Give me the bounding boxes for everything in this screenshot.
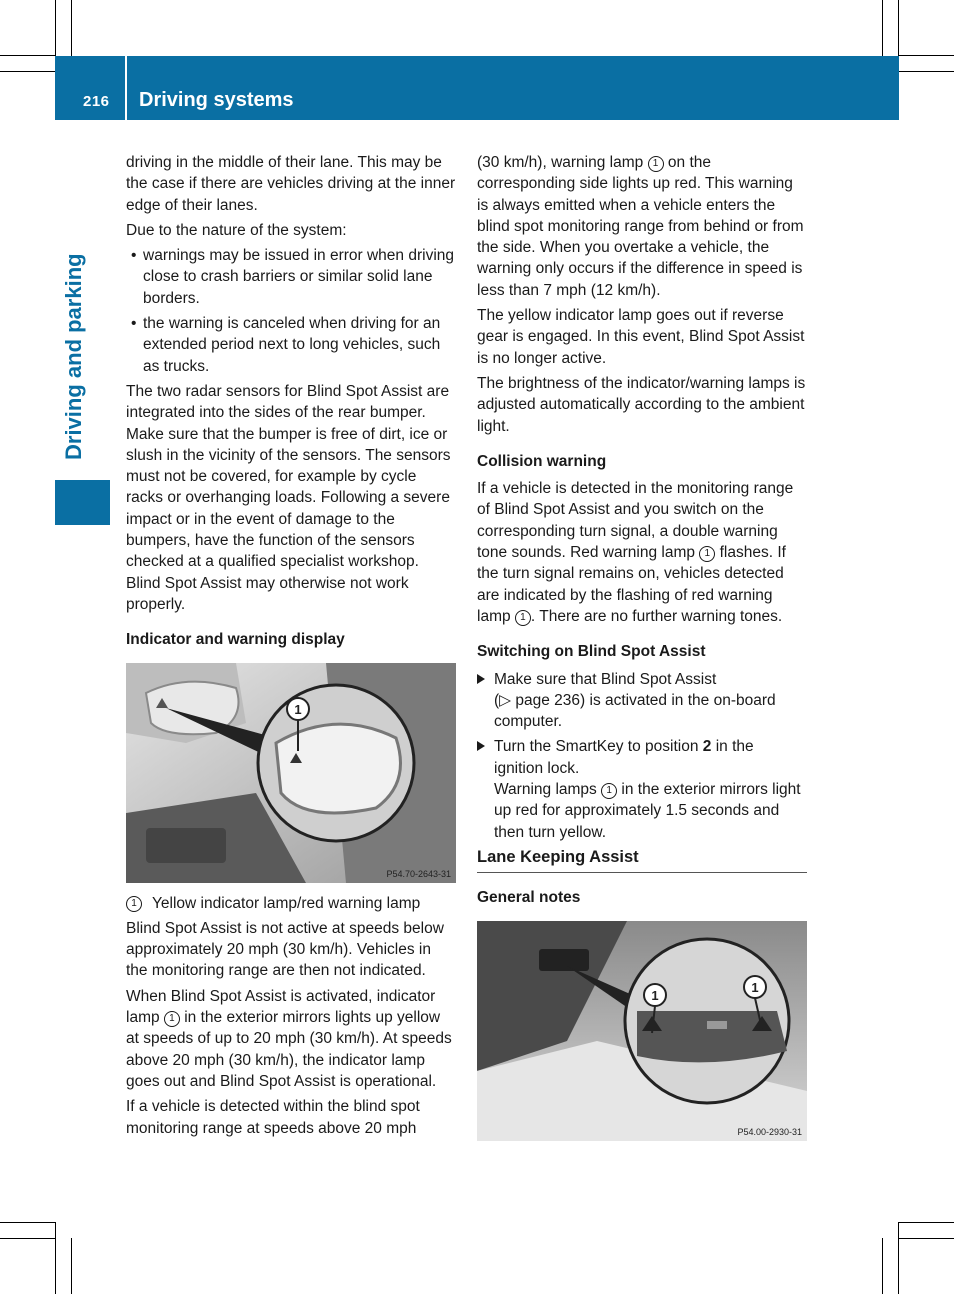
figure-caption	[126, 893, 456, 914]
paragraph: The brightness of the indicator/warning lamps is adjusted automatically according to the ambient light.	[477, 374, 806, 435]
subheading: Switching on Blind Spot Assist	[477, 643, 706, 661]
subheading: General notes	[477, 889, 581, 907]
figure-callout: 1	[294, 701, 302, 717]
figure-code: P54.70-2643-31	[386, 868, 451, 879]
side-tab-label: Driving and parking	[61, 253, 86, 460]
callout-number: 1	[699, 546, 715, 562]
figure-callout: 1	[751, 979, 759, 995]
crop-mark	[55, 1222, 56, 1294]
crop-mark	[71, 0, 72, 56]
page-number: 216	[83, 93, 110, 110]
page-header	[55, 56, 899, 120]
figure-code: P54.00-2930-31	[737, 1126, 802, 1137]
crop-mark	[899, 71, 954, 72]
list-item: • warnings may be issued in error when driving close to crash barriers or similar solid lane borders.	[131, 247, 455, 307]
crop-mark	[882, 0, 883, 56]
crop-mark	[0, 1222, 55, 1223]
callout-number: 1	[164, 1011, 180, 1027]
right-column	[477, 152, 807, 1151]
crop-mark	[898, 1222, 899, 1294]
paragraph: (30 km/h), warning lamp 1 on the corresponding side lights up red. This warning is always emitted when a vehicle enters the blind spot monitoring range from behind or from the side. When you overtake a vehicle, the warning only occurs if the difference in speed is less than 7 mph (12 km/h).	[477, 154, 804, 299]
instruction-step: Make sure that Blind Spot Assist (▷ page 236) is activated in the on-board computer.	[477, 669, 807, 733]
subheading: Collision warning	[477, 452, 607, 470]
callout-number: 1	[515, 610, 531, 626]
crop-mark	[0, 1238, 55, 1239]
paragraph: The yellow indicator lamp goes out if reverse gear is engaged. In this event, Blind Spot Assist is no longer active.	[477, 307, 805, 367]
page-reference: (▷ page 236) is activated in the on-board computer.	[494, 691, 776, 731]
list-item-text: warnings may be issued in error when driving close to crash barriers or similar solid lane borders.	[143, 247, 455, 307]
left-column	[126, 152, 456, 1143]
step-arrow-icon	[477, 674, 485, 684]
header-divider	[125, 56, 127, 120]
crop-mark	[899, 1222, 954, 1223]
crop-mark	[0, 55, 55, 56]
step-arrow-icon	[477, 741, 485, 751]
windshield-camera-figure	[477, 921, 807, 1141]
callout-number: 1	[648, 156, 664, 172]
crop-mark	[882, 1238, 883, 1294]
side-tab	[55, 120, 110, 525]
crop-mark	[0, 71, 55, 72]
paragraph: If a vehicle is detected in the monitoring range of Blind Spot Assist and you switch on the corresponding turn signal, a double warning tone sounds. Red warning lamp 1 flashes. If the turn signal remains on, vehicles detected are indicated by the flashing of red warning lamp 1 . There are no further warning tones.	[477, 480, 794, 625]
figure-callout: 1	[651, 987, 659, 1003]
mirror-indicator-figure	[126, 663, 456, 883]
callout-number: 1	[601, 783, 617, 799]
list-item: • the warning is canceled when driving for an extended period next to long vehicles, such as trucks.	[131, 315, 441, 375]
paragraph: Blind Spot Assist is not active at speeds below approximately 20 mph (30 km/h). Vehicles in the monitoring range are then not indicated.	[126, 919, 444, 980]
paragraph: Due to the nature of the system:	[126, 221, 347, 239]
paragraph: driving in the middle of their lane. This may be the case if there are vehicles driving at the inner edge of their lanes.	[126, 154, 456, 214]
crop-mark	[899, 1238, 954, 1239]
callout-number: 1	[126, 896, 142, 912]
paragraph: If a vehicle is detected within the blind spot monitoring range at speeds above 20 mph	[126, 1098, 420, 1137]
crop-mark	[899, 55, 954, 56]
chapter-title: Driving systems	[139, 89, 294, 111]
instruction-step: Turn the SmartKey to position 2 in the ignition lock. Warning lamps 1 in the exterior mirrors light up red for approximately 1.5 seconds and then turn yellow.	[477, 736, 807, 842]
side-tab-band	[55, 480, 110, 525]
list-item-text: the warning is canceled when driving for an extended period next to long vehicles, such as trucks.	[143, 315, 441, 375]
crop-mark	[71, 1238, 72, 1294]
paragraph: The two radar sensors for Blind Spot Assist are integrated into the sides of the rear bumper. Make sure that the bumper is free of dirt, ice or slush in the vicinity of the sensors. The sensors must not be covered, for example by cycle racks or overhanging loads. Following a severe impact or in the event of damage to the bumpers, have the function of the sensors checked at a qualified specialist workshop. Blind Spot Assist may otherwise not work properly.	[126, 382, 451, 613]
subheading: Indicator and warning display	[126, 631, 345, 649]
caption-text: Yellow indicator lamp/red warning lamp	[152, 894, 421, 912]
section-heading: Lane Keeping Assist	[477, 847, 807, 873]
paragraph: When Blind Spot Assist is activated, indicator lamp 1 in the exterior mirrors lights up yellow at speeds of up to 20 mph (30 km/h). At speeds above 20 mph (30 km/h), the indicator lamp goes out and Blind Spot Assist is operational.	[126, 987, 452, 1090]
